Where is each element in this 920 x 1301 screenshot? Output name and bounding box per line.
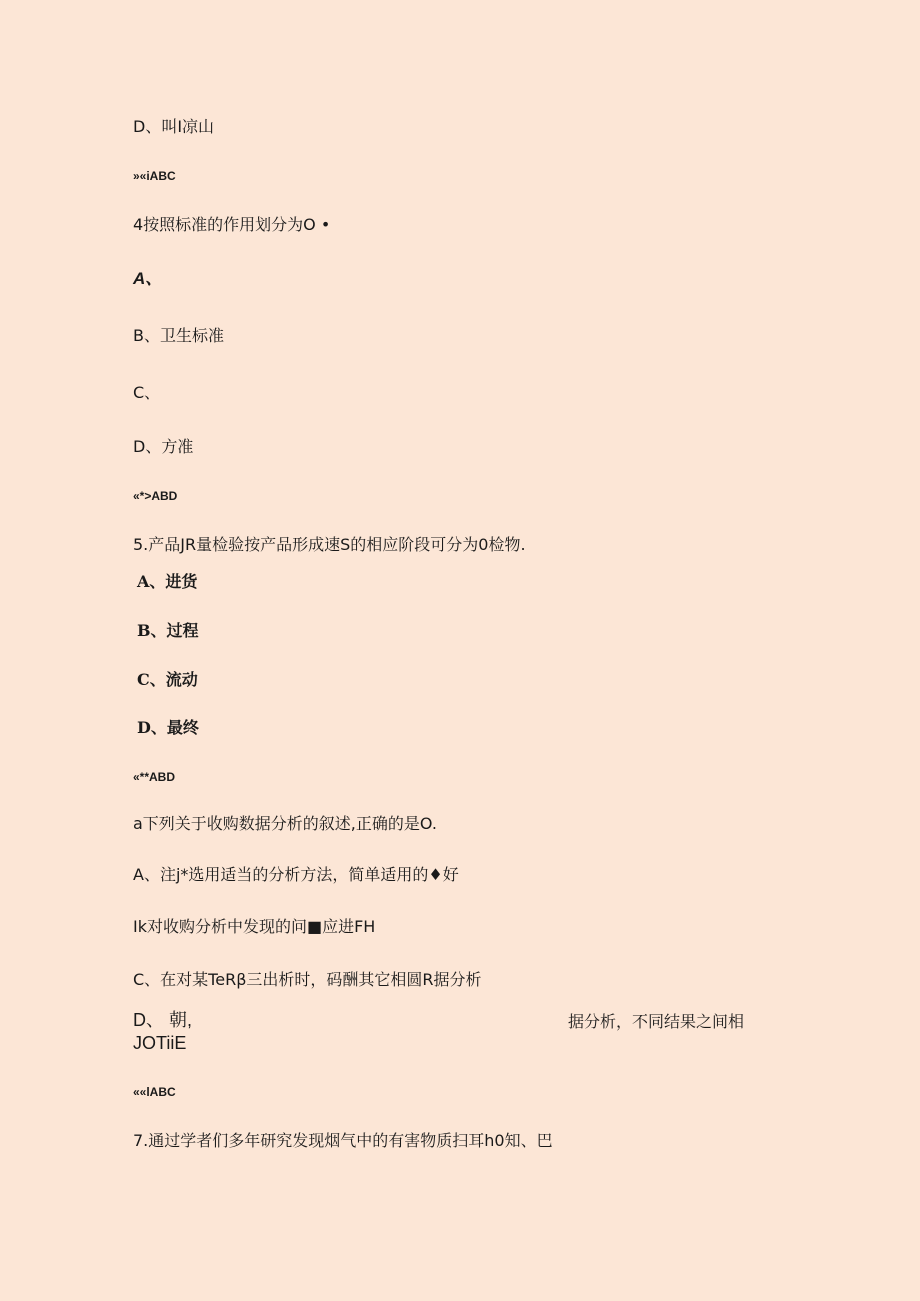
option-a-q6: A、注j*选用适当的分析方法，简单适用的♦好 — [133, 865, 459, 884]
option-a-q4: A、 — [133, 269, 163, 288]
answer-q3: »«iABC — [133, 169, 176, 183]
option-b-q6: Ik对收购分析中发现的问■应进FH — [133, 917, 376, 936]
answer-q4: «*>ABD — [133, 489, 178, 503]
option-d-q5: D、最终 — [137, 718, 199, 737]
option-c-q6: C、在对某TeRβ三出析时，码酬其它相圆R据分析 — [133, 970, 482, 989]
question-7: 7.通过学者们多年研究发现烟气中的有害物质扫耳h0知、巴 — [133, 1131, 553, 1150]
option-a-q5: A、进货 — [137, 572, 198, 591]
option-c-q5: C、流动 — [137, 670, 198, 689]
option-b-q4: B、卫生标准 — [133, 326, 224, 345]
question-6: a下列关于收购数据分析的叙述,正确的是O. — [133, 814, 437, 833]
question-4: 4按照标准的作用划分为O • — [133, 215, 331, 234]
option-d-q4: D、方准 — [133, 437, 194, 456]
answer-q6: ««lABC — [133, 1085, 176, 1099]
option-d-q6-continuation: 据分析，不同结果之间相 — [568, 1012, 745, 1031]
answer-q5: «**ABD — [133, 770, 176, 784]
question-5: 5.产品JR量检验按产品形成速S的相应阶段可分为0检物. — [133, 535, 526, 554]
option-c-q4: C、 — [133, 383, 161, 402]
option-d-q6: D、 朝, — [133, 1010, 193, 1030]
option-d-q3: D、叫I凉山 — [133, 117, 215, 136]
option-b-q5: B、过程 — [137, 621, 199, 640]
option-d-q6-tail: JOTiiE — [133, 1033, 187, 1053]
